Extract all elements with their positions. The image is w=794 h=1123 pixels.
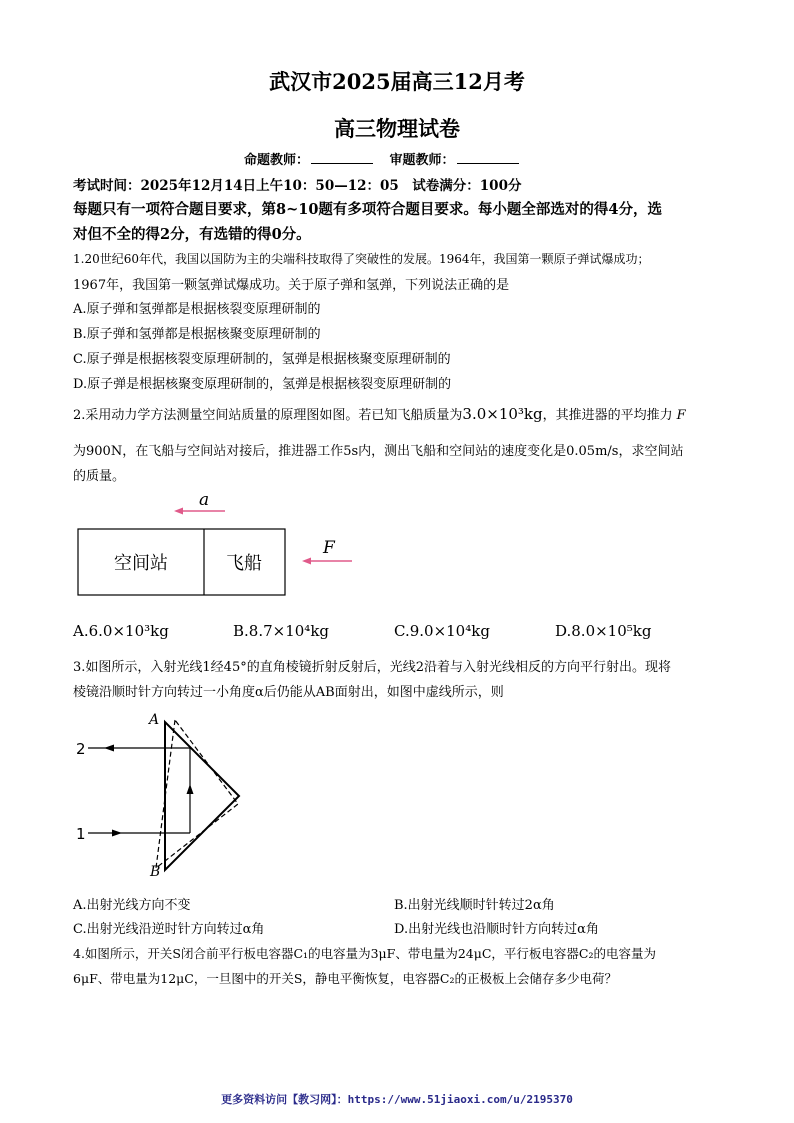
- force-label: F: [323, 538, 335, 558]
- q2-option-c: C.9.0×10⁴kg: [394, 622, 490, 640]
- q3-option-b: B.出射光线顺时针转过2α角: [394, 898, 555, 913]
- q3-prism-figure: [70, 706, 260, 886]
- q4-stem-line-1: 4.如图所示，开关S闭合前平行板电容器C₁的电容量为3μF、带电量为24μC，平行板电容器C₂的电容量为: [73, 946, 656, 961]
- q2-option-a: A.6.0×10³kg: [73, 622, 169, 640]
- q3-option-d: D.出射光线也沿顺时针方向转过α角: [394, 922, 599, 937]
- q1-stem-line-1: 1.20世纪60年代，我国以国防为主的尖端科技取得了突破性的发展。1964年，我国第一颗原子弹试爆成功；: [73, 252, 650, 266]
- q2-stem-pre: 2.采用动力学方法测量空间站质量的原理图如图。若已知飞船质量为: [73, 408, 463, 423]
- q2-option-d: D.8.0×10⁵kg: [555, 622, 652, 640]
- teacher-line: [244, 149, 531, 168]
- vertex-a-label: A: [149, 712, 160, 728]
- acceleration-label: a: [199, 490, 210, 510]
- prism-rotated-dashed: [156, 720, 238, 868]
- q3-stem-line-2: 棱镜沿顺时针方向转过一小角度α后仍能从AB面射出，如图中虚线所示，则: [73, 685, 504, 700]
- spaceship-label: 飞船: [226, 553, 262, 574]
- prism-solid: [165, 722, 239, 870]
- setter-label: 命题教师：: [244, 153, 310, 168]
- q2-stem-post: ，其推进器的平均推力: [542, 408, 673, 423]
- vertex-b-label: B: [150, 864, 161, 880]
- q2-stem-line-1: [73, 404, 686, 423]
- ray-1-arrowhead: [112, 830, 122, 837]
- q2-stem-line-2: 为900N，在飞船与空间站对接后，推进器工作5s内，测出飞船和空间站的速度变化是0.05m/s，求空间站: [73, 444, 684, 459]
- acceleration-arrowhead: [174, 508, 183, 515]
- q2-force-symbol: F: [676, 408, 686, 423]
- q4-stem-line-2: 6μF、带电量为12μC，一旦图中的开关S，静电平衡恢复，电容器C₂的正极板上会储存多少电荷？: [73, 971, 617, 986]
- q1-stem-line-2: 1967年，我国第一颗氢弹试爆成功。关于原子弹和氢弹，下列说法正确的是: [73, 278, 510, 293]
- ray-1-label: 1: [76, 825, 86, 843]
- reviewer-blank: [457, 151, 519, 164]
- internal-ray-arrowhead: [187, 784, 194, 794]
- space-station-label: 空间站: [114, 553, 168, 574]
- q2-stem-line-3: 的质量。: [73, 469, 126, 484]
- q2-ship-mass: 3.0×10³kg: [462, 405, 543, 423]
- ray-2-arrowhead: [104, 745, 114, 752]
- reviewer-label: 审题教师：: [389, 153, 455, 168]
- force-arrowhead: [302, 558, 311, 565]
- q3-option-a: A.出射光线方向不变: [73, 898, 191, 913]
- q1-option-c: C.原子弹是根据核裂变原理研制的，氢弹是根据核聚变原理研制的: [73, 352, 451, 367]
- q1-option-a: A.原子弹和氢弹都是根据核裂变原理研制的: [73, 302, 321, 317]
- q1-option-b: B.原子弹和氢弹都是根据核聚变原理研制的: [73, 327, 321, 342]
- q2-option-b: B.8.7×10⁴kg: [233, 622, 330, 640]
- setter-blank: [311, 151, 373, 164]
- instruction-line-1: 每题只有一项符合题目要求，第8~10题有多项符合题目要求。每小题全部选对的得4分，选: [73, 201, 663, 218]
- q1-option-d: D.原子弹是根据核聚变原理研制的，氢弹是根据核裂变原理研制的: [73, 377, 452, 392]
- exam-info: 考试时间：2025年12月14日上午10：50—12：05 试卷满分：100分: [73, 178, 522, 194]
- instruction-line-2: 对但不全的得2分，有选错的得0分。: [73, 226, 311, 243]
- exam-title: 武汉市2025届高三12月考: [269, 69, 525, 94]
- q3-stem-line-1: 3.如图所示，入射光线1经45°的直角棱镜折射反射后，光线2沿着与入射光线相反的方向平行射出。现将: [73, 660, 671, 675]
- footer-link[interactable]: 更多资料访问【教习网】：https://www.51jiaoxi.com/u/2195370: [221, 1093, 573, 1106]
- q2-figure: [70, 488, 370, 603]
- q3-option-c: C.出射光线沿逆时针方向转过α角: [73, 922, 265, 937]
- ray-2-label: 2: [76, 740, 86, 758]
- exam-subtitle: 高三物理试卷: [334, 116, 460, 141]
